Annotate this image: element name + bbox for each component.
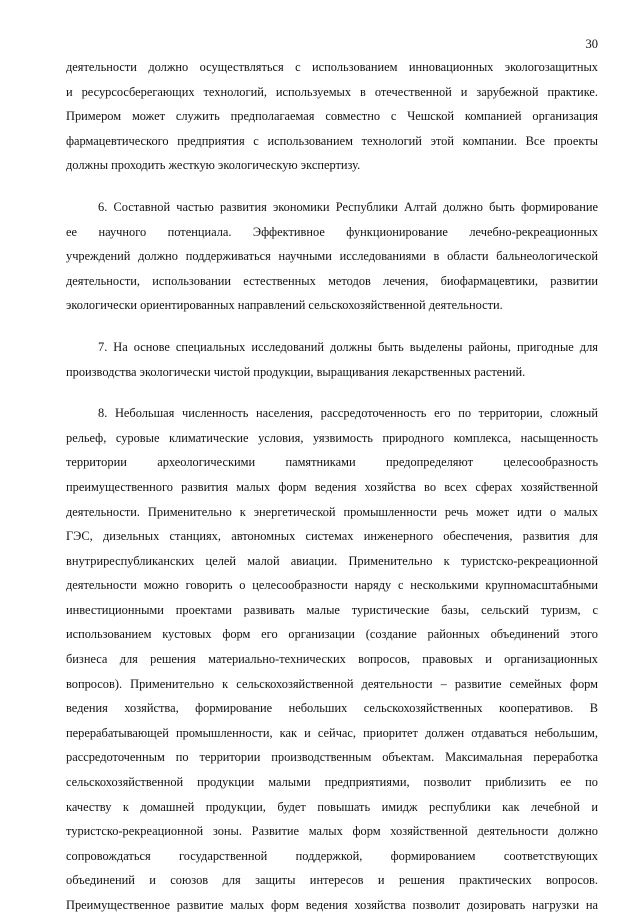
- document-body: [66, 55, 598, 918]
- paragraph-8: [66, 401, 598, 917]
- text-line: перерабатывающей промышленности, как и сейчас, приоритет должен отдаваться небольшим,: [66, 725, 598, 740]
- text-line: инвестиционными проектами развивать малые туристические базы, сельский туризм, с: [66, 602, 598, 617]
- paragraph-6: [66, 195, 598, 318]
- text-line: ГЭС, дизельных станциях, автономных системах инженерного обеспечения, развития для: [66, 529, 598, 544]
- paragraph-spacer: [66, 178, 598, 195]
- text-line: туристско-рекреационной зоны. Развитие малых форм хозяйственной деятельности должно: [66, 824, 598, 839]
- text-line: деятельности можно говорить о целесообразности наряду с несколькими крупномасштабными: [66, 578, 598, 593]
- text-line: вопросов). Применительно к сельскохозяйственной деятельности – развитие семейных форм: [66, 676, 598, 691]
- text-line: территории археологическими памятниками предопределяют целесообразность: [66, 455, 598, 470]
- text-line: сопровождаться государственной поддержкой, формированием соответствующих: [66, 848, 598, 863]
- text-line: должны проходить жесткую экологическую экспертизу.: [66, 158, 361, 173]
- text-line: производства экологически чистой продукции, выращивания лекарственных растений.: [66, 364, 526, 379]
- text-line: рассредоточенным по территории производственным объектам. Максимальная переработка: [66, 750, 598, 765]
- paragraph-spacer: [66, 318, 598, 335]
- paragraph-spacer: [66, 384, 598, 401]
- text-line: 8. Небольшая численность населения, рассредоточенность его по территории, сложный: [98, 406, 598, 421]
- text-line: качеству к домашней продукции, будет повышать имидж республики как лечебной и: [66, 799, 598, 814]
- text-line: бизнеса для решения материально-технических вопросов, правовых и организационных: [66, 652, 598, 667]
- text-line: Преимущественное развитие малых форм ведения хозяйства позволит дозировать нагрузки на: [66, 898, 598, 912]
- text-line: деятельности. Применительно к энергетической промышленности речь может идти о малых: [66, 504, 598, 519]
- text-line: Примером может служить предполагаемая совместно с Чешской компанией организация: [66, 109, 598, 124]
- text-line: 6. Составной частью развития экономики Республики Алтай должно быть формирование: [98, 199, 598, 214]
- text-line: внутриреспубликанских целей малой авиации. Применительно к туристско-рекреационной: [66, 553, 598, 568]
- text-line: ведения хозяйства, формирование небольших сельскохозяйственных кооперативов. В: [66, 701, 598, 716]
- text-line: ее научного потенциала. Эффективное функционирование лечебно-рекреационных: [66, 224, 598, 239]
- page-number: 30: [585, 37, 598, 51]
- text-line: деятельности должно осуществляться с использованием инновационных экологозащитных: [66, 60, 598, 74]
- text-line: и ресурсосберегающих технологий, используемых в отечественной и зарубежной практике.: [66, 84, 598, 99]
- text-line: экологически ориентированных направлений сельскохозяйственной деятельности.: [66, 298, 503, 313]
- paragraph-7: [66, 335, 598, 384]
- text-line: использованием кустовых форм его организации (создание районных объединений этого: [66, 627, 598, 642]
- text-line: объединений и союзов для защиты интересов и решения практических вопросов.: [66, 873, 598, 888]
- text-line: преимущественного развития малых форм ведения хозяйства во всех сферах хозяйственной: [66, 479, 598, 494]
- text-line: рельеф, суровые климатические условия, уязвимость природного комплекса, насыщенность: [66, 430, 598, 445]
- text-line: 7. На основе специальных исследований должны быть выделены районы, пригодные для: [98, 339, 598, 354]
- paragraph-continuation: [66, 55, 598, 178]
- text-line: фармацевтического предприятия с использованием технологий этой компании. Все проекты: [66, 133, 598, 148]
- text-line: учреждений должно поддерживаться научными исследованиями в области бальнеологической: [66, 249, 598, 264]
- text-line: деятельности, использовании естественных методов лечения, биофармацевтики, развитии: [66, 273, 598, 288]
- text-line: сельскохозяйственной продукции малыми предприятиями, позволит приблизить ее по: [66, 775, 598, 790]
